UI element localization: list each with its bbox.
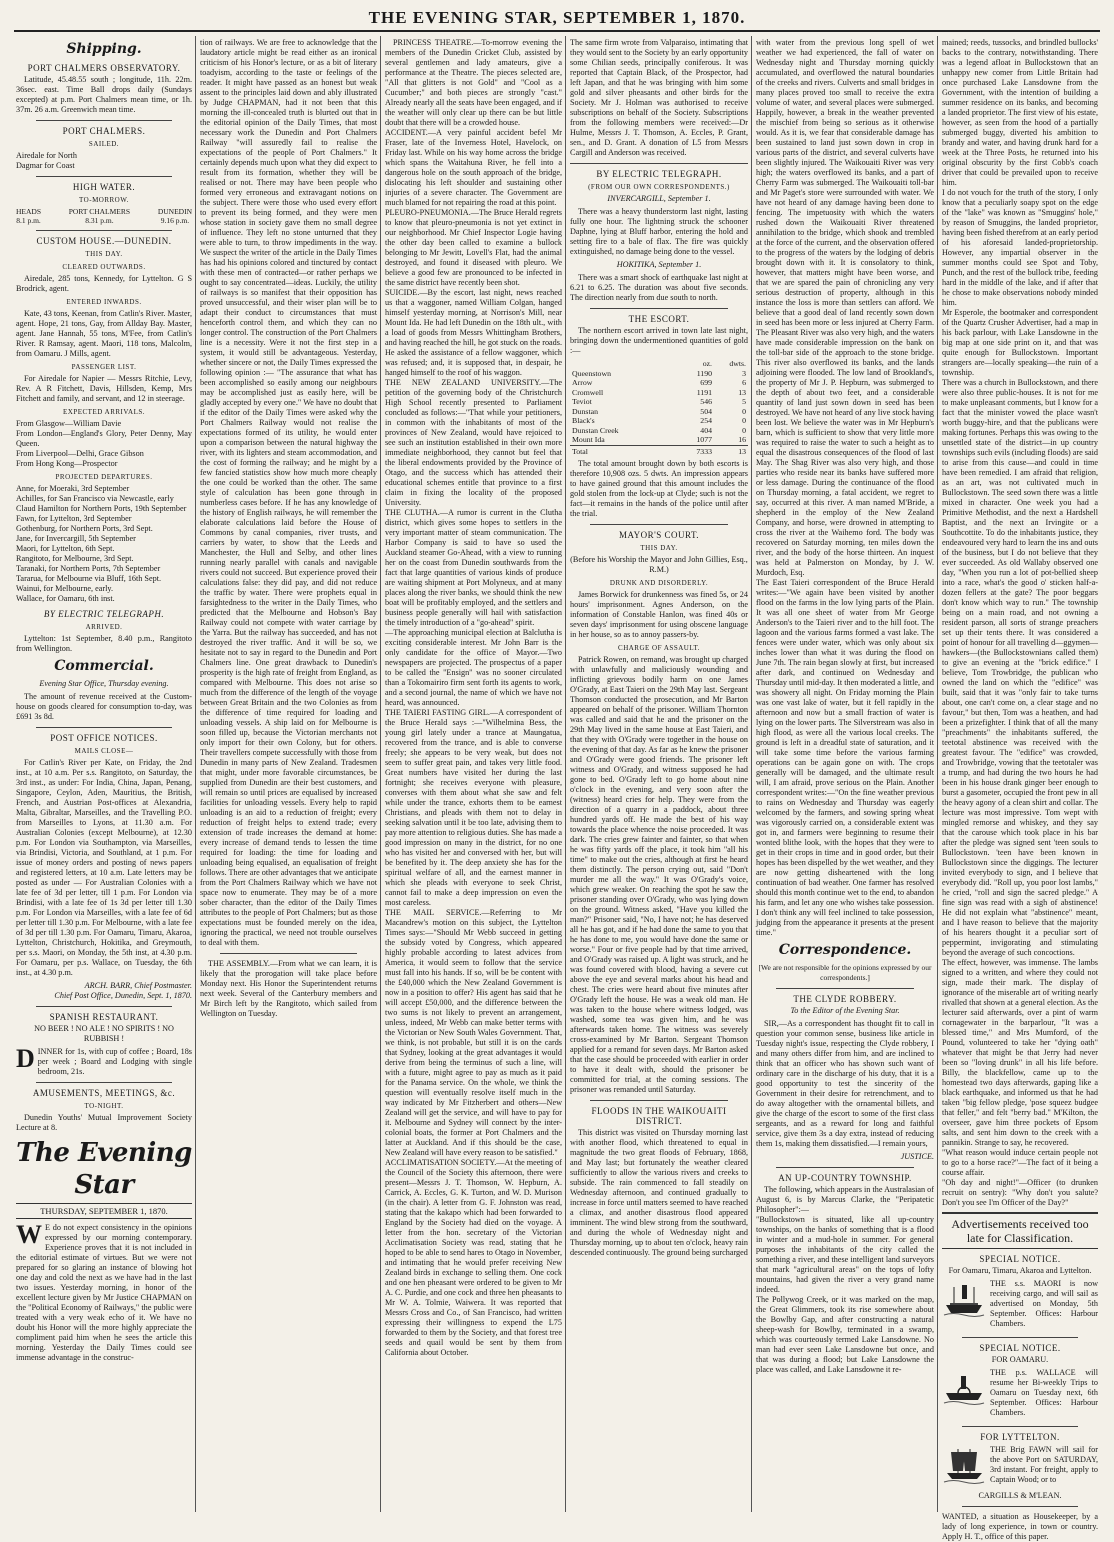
divider [36, 727, 172, 728]
entered-heading: ENTERED INWARDS. [66, 298, 142, 306]
gold-place: Cromwell [572, 387, 604, 397]
customs-heading: CUSTOM HOUSE.—DUNEDIN. [36, 236, 172, 246]
special-notice-heading: SPECIAL NOTICE. [979, 1254, 1061, 1264]
leader-text [16, 1220, 192, 1363]
restaurant-body: INNER for 1s, with cup of coffee ; Board, 18s per week ; Board and Lodging with single bedroom, 21s. [37, 1047, 192, 1076]
gold-place: Total [570, 445, 680, 456]
notice-text: THE p.s. WALLACE will resume her Bi-weekly Trips to Oamaru on Tuesday next, 6th September. Offices: Harbour Chambers. [990, 1368, 1098, 1417]
gold-row [570, 426, 748, 436]
tide-dunedin: DUNEDIN 9.16 p.m. [157, 207, 192, 225]
drunk-heading: DRUNK AND DISORDERLY. [609, 579, 709, 587]
tonight-label: TO-NIGHT. [84, 1102, 124, 1110]
divider [590, 308, 728, 309]
telegraph-subheading: (FROM OUR OWN CORRESPONDENTS.) [588, 183, 730, 191]
township-continued: mained; reeds, tussocks, and brindled bullocks' backs to the contrary, notwithstanding. There was a legend afloat in Bullockstown that an unhappy new comer from Little Britain had once purchased Lake Lansdowne from the Government, with the intention of building a summer residence on its banks, and becoming a landed proprietor. The first view of his estate, however, as seen from the hood of a partially submerged buggy, diverted his ambition to brandy and water, and having drunk hard for a week at the Three Posts, he returned into his original obscurity by the first Cobb's coach driver that could be prevailed upon to receive him. I do not vouch for the truth of the story, I only know that a peculiarly soapy spot on the edge of the "lake" was known as "Smuggins' hole," by reason of Smuggins, the landed proprietor, having been fished therefrom at an early period of his aforesaid landed-proprietorship. However, any impartial observer in the summer months could see Spot and Toby, Punch, and the rest of the bullock tribe, feeding hard in the middle of the lake, and if after that he chose to make observations nobody minded him. Mr Esperole, the bootmaker and correspondent of the Quartz Crusher Advertiser, had a map in his back parlour, with Lake Lansdowne in the big map at one side print on it, and that was quite enough for Bullockstown. Important strangers are—locally speaking—the ruin of a township. There was a church in Bullockstown, and there were also three public-houses. It is not for me to make unpleasant comments, but I know for a fact that the minister vowed the place wasn't worth buggy-hire, and that the publicans were making fortunes. Perhaps this was owing to the unsettled state of the district—in up country townships such evils (including floods) are said to arise from this cause—and could in time have been remedied. I am afraid that religion, as an art, was not cultivated much in Bullockstown. The seed sown there was a little mixed in character. One week you had a Primitive Methodist, and the next a Hardshell Baptist, and the next an Irvingite or a Southcottite. To do the inhabitants justice, they endeavoured very hard to learn the ins and outs of the business, but I do not believe that they ever succeeded. As old Wallaby observed one day, "When you run a lot of pot-bellied sheep into a race, what's the good o' sticken half-a-dozen fellers at the gate? The poor beggars don't know which way to run." The township being on a main road, and not owning a resident parson, all sorts of strange preachers set up their tents there. It was considered a point of honour for all travelling d—ggymen—hawkers—(the Bullockstownians called them) to give an evening at the "brick edifice." I believe, Tom Trowbridge, the publican who owned the land on which the "edifice" was built, said that it was "only fair to take turns about, one can't come on, a clear stage and no favour," but then, Tom was a heathen, and had been a prizefighter. I think that of all the many "preachments" the inhabitants suffered, the teetotal abstinence was received with the greatest favour. The "edifice" was crowded, and Trowbridge, vowing that the teetotaler was a trump, and had during the two hours he had been in his house drank ginger beer enough to burst a gasometer, occupied the front pew in all the heavy agony of a clean shirt and collar. The lecture was most impressive. Tom wept with mingled remorse and whiskey, and they say that the carouse which took place in his bar after the pledge was signed sent 'teen souls to Bullockstown. 'teen have been known in Bullockstown since the diggings. The lecturer invited everybody to sign, and I believe that everybody did. "Roll up, you poor lost lambs," he cried, "roll and sign the sacred pledge." A fine sign was read with a sigh of abstinence! He did not explain what "abstinence" meant, and I have reason to believe that the majority of his hearers thought it a peculiar sort of peppermint, invigorating and stimulating beyond the average of such concoctions. The effect, however, was immense. The lambs signed to a written, and where they could not sign, made their mark. The display of ignorance of the miserable art of writing nearly rivalled that shown at a general election. As the lecturer said afterwards, over a pint of warm cornagewater in the barparlour, "It was a blessed time," and Mrs Mumford, of the Pound, volunteered to take her "dying oath" whatever that might be that Jerry had never been so "loving drunk" in all his life before. Billy, the blackfellow, came up to the homestead two days afterwards, gaping like a black earthquake, and informed us that he had taken "big fellow pledge, 'pose squeez budgee that feller," and felt "berry bad." M'Kilton, the overseer, gave him three pockets of Epsom salts, and sent him down to the creek with a pannikin. Strange to say, he recovered. "What reason would induce certain people not to go to a horse race?"—The fact of it being a course affair. "Oh day and night!"—Officer (to drunken recruit on sentry): "Why don't you salute? Don't you see I'm Officer of the Day?" [942, 38, 1098, 1207]
this-day-label: THIS DAY. [85, 250, 123, 258]
gold-place: Dunstan [572, 406, 598, 416]
tide-port-chalmers: PORT CHALMERS 8.31 p.m. [68, 207, 131, 225]
tide-table [16, 207, 192, 225]
high-water-heading: HIGH WATER. [72, 182, 136, 192]
column-6 [942, 38, 1098, 1541]
amusements-text: Dunedin Youths' Mutual Improvement Society Lecture at 8. [16, 1113, 192, 1132]
invercargill-text: There was a heavy thunderstorm last night, lasting fully one hour. The lightning struck the schooner Daphne, lying at Bluff harbor, entering the hold and setting fire to a bale of flax. The fire was quickly extinguished, no damage being done to the vessel. [570, 207, 748, 256]
amusements-heading: AMUSEMENTS, MEETINGS, &c. [32, 1088, 176, 1098]
section-heading-shipping: Shipping. [66, 41, 142, 57]
divider [776, 988, 914, 989]
entered-text: Kate, 43 tons, Keenan, from Catlin's River. Master, agent. Hope, 21 tons, Gay, from Allday Bay. Master, agent. Jane Hannah, 55 tons, M'Fee, from Catlin's River. R Ramsay, agent. Maori, 118 tons, Malcolm, from Oamaru. J Mills, agent. [16, 309, 192, 358]
gold-total-row [570, 445, 748, 456]
port-heading: PORT CHALMERS. [62, 126, 146, 136]
observatory-text: Latitude, 45.48.55 south ; longitude, 11h. 22m. 36sec. east. Time Ball drops daily (Sundays excepted) at p.m. Port Chalmers mean time, or 1h. 37m. 26 a.m. Greenwich mean time. [16, 75, 192, 114]
gold-amount: 0 [742, 425, 746, 435]
gold-amount: 546 [700, 397, 712, 406]
gold-place: Dunstan Creek [572, 425, 619, 435]
tide-heads: HEADS 8.1 p.m. [16, 207, 42, 225]
passenger-heading: PASSENGER LIST. [71, 363, 137, 371]
escort-intro: The northern escort arrived in town late last night, bringing down the undermentioned quantities of gold :— [570, 326, 748, 355]
divider [776, 1167, 914, 1168]
gold-amount: 1077 [696, 435, 712, 444]
drunk-text: James Borwick for drunkenness was fined 5s, or 24 hours' imprisonment. Agnes Anderson, on the information of Constable Hanlon, was fined 40s or seven days' imprisonment for using obscene language in her house, so as to annoy passers-by. [570, 590, 748, 639]
telegraph-heading: BY ELECTRIC TELEGRAPH. [43, 609, 165, 619]
section-heading-correspondence: Correspondence. [778, 942, 912, 958]
divider [590, 1100, 728, 1101]
page-header: THE EVENING STAR, SEPTEMBER 1, 1870. [14, 6, 1100, 32]
clyde-robbery-heading: THE CLYDE ROBBERY. [793, 994, 897, 1004]
column-rule [937, 36, 938, 1512]
gold-row [570, 388, 748, 398]
shipping-ad-wallace [942, 1368, 1098, 1421]
column-rule [751, 36, 752, 1512]
section-heading-commercial: Commercial. [54, 658, 154, 674]
expected-text: From Glasgow—William Davie From London—England's Glory, Peter Denny, May Queen. From Liverpool—Delhi, Grace Gibson From Hong Kong—Prospector [16, 419, 192, 468]
projected-text: Anne, for Moeraki, 3rd September Achilles, for San Francisco via Newcastle, early Claud Hamilton for Northern Ports, 19th September Fawn, for Lyttelton, 3rd September Gothenburg, for Northern Ports, 3rd Sept. Jane, for Invercargill, 5th September Maori, for Lyttelton, 6th Sept. Rangitoto, for Melbourne, 3rd Sept. Taranaki, for Northern Ports, 7th September Tararua, for Melbourne via Bluff, 16th Sept. Wainui, for Melbourne, early. Wallace, for Oamaru, 6th inst. [16, 484, 187, 603]
expected-heading: EXPECTED ARRIVALS. [63, 408, 145, 416]
gold-row [570, 416, 748, 426]
notice-route: For Oamaru, Timaru, Akaroa and Lyttelton. [948, 1266, 1092, 1275]
gold-unit-label: dwts. [729, 359, 746, 368]
commercial-dateline: Evening Star Office, Thursday evening. [39, 679, 169, 688]
column-3 [385, 38, 562, 1510]
notice-text: THE s.s. MAORI is now receiving cargo, and will sail as advertised on Monday, 5th September. Offices: Harbour Chambers. [990, 1279, 1098, 1328]
gold-row [570, 435, 748, 445]
cleared-heading: CLEARED OUTWARDS. [62, 263, 146, 271]
divider [36, 230, 172, 231]
gold-place: Queenstown [572, 368, 611, 378]
gold-row [570, 378, 748, 388]
restaurant-text [16, 1044, 192, 1077]
late-advertisements-heading: Advertisements received too late for Classification. [942, 1212, 1098, 1249]
floods-continued: with water from the previous long spell of wet weather we had experienced, the fall of water on Wednesday night and Thursday morning quickly accumulated, and overflowed the natural boundaries of the creeks and rivers. Culverts and small bridges in many places proved too small to receive the extra volume of water, and several places were submerged. Happily, however, a break in the weather prevented the mischief from being so serious as it otherwise would. As it is, we fear that considerable damage has been sustained to land just sown down in crop in various parts of the district, and several culverts have been slightly injured. The Waikouaiti River was very high; the waters overflowed its banks, and a part of Cherry Farm was submerged. The Waikouaiti toll-bar and Mr Paget's store were surrounded with water. We have not heard of any damage having been done to fencing. The impetuosity with which the waters rushed down the Waikouaiti River threatened annihilation to the bridge, which shook and trembled at the force of the current, and the observation offered to the progress of the waters by the lodging of debris brought down with it. It is consolatory to think, however, that matters might have been worse, and that we are spared the pain of chronicling any very serious destruction of property, although in this instance the loss is more than settlers can afford. We believe that a good deal of land recently sown down in seed has been more or less injured at Cherry Farm. The Pleasant River was also very high, and the waters have made considerable impression on the bank on the toll-bar side of the approach to the stone bridge. This river also overflowed its banks, and the lands adjoining were flooded. The low land of Brookland's, the property of Mr J. P. Hepburn, was submerged to the depth of about two feet, and a considerable quantity of land just sown down in seed has been destroyed. We have not heard of any live stock having been lost. We believe the water was in Mr Hepburn's barn, which is sufficient to show that very little more was required to raise the water to such a height as to equal the disastrous consequences of the flood of last May. The Shag River was also very high, and those parties who reside near its banks have suffered more or less damage. During the continuance of the flood on Thursday morning, a fatal accident, we regret to say, occurred at this river. A man named M'Bride, a shepherd in the employ of the New Zealand Company, and horse, were drowned in attempting to cross the river at the Waihemo ford. The body was recovered on Saturday morning, ten miles down the river, and the body of the horse thirteen. An inquest was held at Palmerston on Monday, by J. W. Murdoch, Esq. The East Taieri correspondent of the Bruce Herald writes:—"We again have been visited by another flood on the farms in the low lying parts of the Plain. It was all one sheet of water from Mr George Anderson's to the Taieri river and to the hill foot. The lagoon and the various farms formed a vast lake. The fences were under water, which was only about six inches lower than what it was during the flood on June 7th. The rain began slowly at first, but increased after dark, and continued on Wednesday and Thursday until mid-day. It then moderated a little, and was showery all night. On Friday morning the Plain was one vast lake of water, but it fell rapidly in the afternoon and now but a small fraction of water is lying on the lower parts. The Silverstream was also in high flood, as were all the various local creeks. The ground is left in a dreadful state of saturation, and it will take some time before the various farming operations can be again gone on with. The crops generally will be damaged, and the ultimate result will, I am afraid, prove serious on the Plain. Another correspondent writes:—"On the fine weather previous to rains on Wednesday and Thursday was eagerly welcomed by the farmers, and sowing spring wheat was vigorously carried on, a considerable extent was got in, and farmers were beginning to resume their wonted blithe look, with the hopes that they were to get in their crops in time and in good order, but their hopes has been dispelled by the wet weather, and they are now getting disheartened with the long continuation of bad weather. One farmer has resolved should this month continue wet to the end, to abandon his farm, and let any one who wishes take possession. I don't think any will feel inclined to take possession, judging from the appearance it presents at the present time." [756, 38, 934, 937]
divider [962, 1337, 1078, 1338]
sailed-heading: SAILED. [88, 140, 120, 148]
divider [962, 1506, 1078, 1507]
sailed-text: Airedale for North Dagmar for Coast [16, 151, 77, 170]
assault-text: Patrick Rowen, on remand, was brought up charged with unlawfully and maliciously wounding and inflicting grievous bodily harm on one James O'Grady, at East Taieri on the 29th May last. Sergeant Thomson conducted the prosecution, and Mr Barton appeared on behalf of the prisoner. William Thornton was called and said that he and the prisoner on the 29th May lived in the same house at East Taieri, and that they with O'Grady were together in the house on the evening of that day. As far as he knew the prisoner and O'Grady were good friends. The prisoner left witness and O'Grady, and witness supposed he had gone to bed. O'Grady left to go home about nine o'clock in the evening, and very soon after the (witness) heard cries for help. They were from the direction of a quarry in a paddock, about three hundred yards off. He made the best of his way towards the place whence the noise proceeded. It was dark. The cries grew fainter and fainter, so that when he was fifty yards off the place, it took him "all his time" to make out the cries, although at first he heard them distinctly. The person crying out, said "Don't murder me all the way." It was O'Grady's voice, which grew weaker. On reaching the spot he saw the prisoner standing over O'Grady, who was lying down on the ground. Witness asked, "Have you killed the man?" Prisoner said, "No, I have not; he has deserved all he has got, and if he had done the same to you that he has done to me, you would have done the same or worse." Four or five people had by that time arrived, and O'Grady was raised up. A light was struck, and he was found covered with blood, having a severe cut above the eye and several marks about his head and chest. The cries were heard about five minutes after O'Grady left the house. He was a weak old man. He was taken to the house where witness lodged, was washed, some tea was given him, and he was afterwards taken home. The witness was severely cross-examined by Mr Barton. Sergeant Thomson applied for a remand for seven days. Mr Barton asked that the case should be proceeded with earlier in order to have it dealt with, should the prisoner be committed for trial, at the coming sessions. The prisoner was remanded until Saturday. [570, 655, 748, 1094]
gold-amount: 0 [742, 406, 746, 416]
court-bench: (Before his Worship the Mayor and John Gillies, Esq., R.M.) [570, 555, 748, 574]
gold-amount: 6 [742, 378, 746, 387]
gold-amount: 13 [738, 387, 746, 397]
observatory-heading: PORT CHALMERS OBSERVATORY. [27, 63, 181, 73]
divider [36, 120, 172, 121]
assembly-paragraph: THE ASSEMBLY.—From what we can learn, it is likely that the prorogation will take place before Monday next. His Honor the Superintendent returns next week. Several of the Canterbury members and Mr Birch left by the Rangitoto, which sailed from Wellington on Tuesday. [200, 959, 377, 1018]
gold-amount: 13 [714, 445, 748, 456]
commercial-text: The amount of revenue received at the Custom-house on goods cleared for consumption to-day, was £691 3s 8d. [16, 692, 192, 721]
paper-dateline: THURSDAY, SEPTEMBER 1, 1870. [16, 1203, 192, 1219]
letter-addressee: To the Editor of the Evening Star. [790, 1006, 900, 1015]
clyde-letter-text: SIR,—As a correspondent has thought fit to call in question your common sense, business like article in Tuesday night's issue, respecting the Clyde robbery, I and many others differ from him, and are inclined to think that an officer who has shown such want of ordinary care in the discharge of his duty, that it is a good opportunity to test the sincerity of the Government in their desire for retrenchment, and to do away altogether with the ornamental billets, and give the charge of the escort to some of the first class sergeants, and as a reward for long and faithful service, give them 3s a day extra, instead of reducing them 1s, making them dissatisfied.—I remain yours, [756, 1019, 934, 1148]
divider [220, 953, 357, 954]
gold-amount: 16 [738, 435, 746, 444]
arrived-heading: ARRIVED. [85, 623, 123, 631]
restaurant-subheading: NO BEER ! NO ALE ! NO SPIRITS ! NO RUBBISH ! [34, 1024, 174, 1043]
this-day-label: THIS DAY. [640, 544, 678, 552]
gold-place: Arrow [572, 378, 593, 387]
column-4 [570, 38, 748, 1510]
divider [36, 1006, 172, 1007]
column-5 [756, 38, 934, 1510]
correspondence-disclaimer: [We are not responsible for the opinions expressed by our correspondents.] [758, 963, 932, 982]
township-text: The following, which appears in the Australasian of August 6, is by Marcus Clarke, the "Peripatetic Philosopher":— "Bullockstown is situated, like all up-country townships, on the banks of something that is a flood in winter and a mud-hole in summer. For general purposes the inhabitants of the city called the something a river, and these intelligent land surveyors that mark "agricultural areas" on the tops of lofty mountains, had given the river a very grand name indeed. The Pollywog Creek, or it was marked on the map, the Great Glimmers, took its rise somewhere about the Bowlby Gap, and after constructing a natural sheep-wash for Bowlby, terminated in a swamp, which was courteously termed Lake Lansdowne. No man had ever seen Lake Lansdowne but once, and that was during a flood; but Lake Lansdowne the place was called, and Lake Lansdowne it re- [756, 1185, 934, 1374]
gold-table-body [570, 359, 748, 456]
divider [36, 176, 172, 177]
passenger-text: For Airedale for Napier — Messrs Ritchie, Levy, Rev. A R Fitchett, Davis, Hillsden, Kemp, Mrs Fitchett and family, and servant, and 12 in steerage. [16, 374, 192, 403]
hokitika-text: There was a smart shock of earthquake last night at 6.21 to 6.25. The duration was about five seconds. The direction nearly from due south to north. [570, 273, 748, 302]
projected-heading: PROJECTED DEPARTURES. [55, 473, 153, 481]
column-rule [380, 36, 381, 1512]
floods-heading: FLOODS IN THE WAIKOUAITI DISTRICT. [591, 1106, 727, 1126]
shipping-ad-fawn [942, 1445, 1098, 1488]
restaurant-heading: SPANISH RESTAURANT. [49, 1012, 159, 1022]
gold-amount: 699 [700, 378, 712, 387]
gold-amount: 404 [700, 425, 712, 435]
gold-escort-table [570, 359, 748, 456]
notice-text: THE Brig FAWN will sail for the above Port on SATURDAY, 3rd instant. For freight, apply to Captain Wood; or to [990, 1445, 1098, 1484]
dropcap-d: D [16, 1044, 35, 1073]
column-2 [200, 38, 377, 1510]
gold-amount: 5 [742, 397, 746, 406]
local-news-paragraphs: PRINCESS THEATRE.—To-morrow evening the members of the Dunedin Cricket Club, assisted by several gentlemen and lady amateurs, give a performance at the Theatre. The pieces selected are, "All that glitters is not Gold" and "Cool as a Cucumber;" and both pieces are strongly "cast." Already nearly all the seats have been engaged, and if the weather will only clear up there can be but little doubt that there will be a crowded house. ACCIDENT.—A very painful accident befel Mr Fraser, late of the Inverness Hotel, Havelock, on Friday last. While on his way home across the bridge which spans the Waitahuna River, he fell into a dangerous hole on the south approach of the bridge, dislocating his left shoulder and sustaining other injuries of a severe character. The Government are much blamed for not repairing the road at this point. PLEURO-PNEUMONIA.—The Bruce Herald regrets to know that pleuro-pneumonia is not yet extinct in our neighborhood. Mr Chief Inspector Logie having the other day been called to examine a bullock belonging to Mr Jewitt, Lovell's Flat, had the animal destroyed, and found it diseased with pleuro. We believe a good few are pronounced to be infected in the same district have recently been shot. SUICIDE.—By the escort, last night, news reached us that a waggoner, named William Colgan, hanged himself yesterday morning, at Norrison's Mill, near Mount Ida. He had left Dunedin on the 18th ult., with a load of goods from Messrs Whittingham Brothers, and having reached the hill, he got stuck on the roads. He asked the assistance of a fellow waggoner, which was refused; and, it is supposed that, in despair, he hanged himself to the roof of his waggon. THE NEW ZEALAND UNIVERSITY.—The petition of the governing body of the Christchurch High School recently presented to Parliament concluded as follows:—"That while your petitioners, in common with the inhabitants of most of the provinces of New Zealand, would have rejoiced to see such an institution established in their own more immediate neighborhood, they cannot but feel that the liberal endowments provided by the Province of Otago, and the success which has attended their educational schemes entitle that province to a first claim in fixing the locality of the proposed University. THE CLUTHA.—A rumor is current in the Clutha district, which gives some hopes to settlers in the very important matter of steam communication. The Harbor Company is said to have so used the Auckland steamer Go-Ahead, with a view to running her on the coast from Dunedin southwards from the fact that large quantities of various kinds of produce are waiting shipment at Port Molyneux, and at many places along the river banks, we should think the new boat will be profitably employed, and the settlers and business people generally will hail with satisfaction the timely introduction of a "go-ahead" spirit. —The approaching municipal election at Balclutha is exciting considerable interest. Mr John Barr is the only candidate for the office of Mayor.—Two newspapers are projected. The prospectus of a paper to be called the "Ensign" was no sooner circulated than a Tokomairiro firm sent forth its agents to work, and a second journal, the name of which we have not heard, was announced. THE TAIERI FASTING GIRL.—A correspondent of the Bruce Herald says :—"Wilhelmina Bess, the young girl lately under a trance at Maungatua, recovered from the trance, and is able to converse freely; she appears to be very weak, but does not seem to suffer great pain, and takes very little food. Great numbers have visited her during the last fortnight; she receives everyone with pleasure, converses with them about what she saw and felt while under the trance, exhorts them to be earnest Christians, and pleads with them not to delay in seeking salvation until it be too late, advising them to pay more attention to religious duties. She has made a good impression on many in the district, for no one who has visited her and conversed with her, but will be benefited by it. The deep anxiety she has for the spiritual welfare of all, and the earnest manner in which she pleads with everyone to seek Christ, cannot fail to make a deep impression on even the most careless. THE MAIL SERVICE.—Referring to Mr Macandrew's motion on this subject, the Lyttelton Times says:—"Should Mr Webb succeed in getting the subsidy voted by Congress, which appeared highly probable according to latest advices from America, it would seem to follow that the service must fall into his hands. If so, will be be content with the £40,000 which the New Zealand Government is now in a position to offer? His agent has said that he will accept £50,000, and the difference between the two sums is not likely to prevent an arrangement, unless, indeed, Mr Webb can make better terms with the Victorian or New South Wales Government. That, we think, is not probable, but still it is on the cards that Sydney, looking at the great advantages it would derive from being the terminus of such a line, will with a future, might agree to pay as much as it paid for the Panama service. On the whole, we think the question will eventually resolve itself much in the way indicated by Mr Fitzherbert and others—New Zealand will get the service, and will have to pay for it. Melbourne and Sydney will connect by the inter-colonial boats, the former at Port Chalmers and the latter at Auckland. And if this should be the case, New Zealand will have every reason to be satisfied." ACCLIMATISATION SOCIETY.—At the meeting of the Council of the Society this afternoon, there were present—Messrs J. T. Thomson, W. Hepburn, A. Carrick, A. Eccles, G. K. Turton, and W. D. Murison (in the chair). A letter from G. F. Johnston was read, stating that the kakapo which had been forwarded to England by the Society had died on the voyage. A letter from the hon. secretary of the Victorian Acclimatisation Society was read, stating that he hoped to be able to send hares to Otago in November, and intimating that he would prefer receiving New Zealand birds in exchange to selling them. One cock and one hen pheasant were ordered to be given to Mr A. C. Purdie, and one cock and three hen pheasants to Mr W. A. Tolmie, Waiwera. It was reported that Messrs Cross and Co., of San Francisco, had written expressing their willingness to expend the L75 forwarded to them by the Society, and that forest tree seeds and quail would be sent by them from California about October. [385, 38, 563, 1357]
gold-place: Teviot [572, 397, 592, 406]
gold-amount: 0 [742, 416, 746, 425]
paddle-steamer-icon [942, 1368, 986, 1408]
gold-row [570, 369, 748, 379]
gold-amount: 254 [700, 416, 712, 425]
gold-amount: 504 [700, 406, 712, 416]
notice-route: FOR OAMARU. [991, 1355, 1049, 1364]
gold-place: Black's [572, 416, 595, 425]
electric-telegraph-heading: BY ELECTRIC TELEGRAPH. [596, 169, 722, 179]
sailing-brig-icon [942, 1445, 986, 1485]
lyttelton-heading: FOR LYTTELTON. [980, 1432, 1060, 1442]
steamship-icon [942, 1279, 986, 1319]
column-rule [195, 36, 196, 1512]
leader-body: E do not expect consistency in the opinions expressed by our morning contemporary. Experience proves that it is not included in the editorial estimate of virtues. But we were not prepared for so glaring an instance of blowing hot one day and cold the next as we have had in the last two issues. Yesterday morning, in honor of the excellent lecture given by Mr Justice CHAPMAN on the "Political Economy of Railways," the public were treated with a very weak echo of it. We have no doubt his Honor will the more highly appreciate the compliment paid him when he sees the article this morning. Yesterday the Daily Times could see immense advantage in the construc- [16, 1223, 192, 1362]
gold-amount: 3 [742, 368, 746, 378]
column-rule [565, 36, 566, 1512]
divider [36, 1082, 172, 1083]
gold-row [570, 407, 748, 417]
letter-signature: JUSTICE. [900, 1152, 934, 1161]
tomorrow-label: TO-MORROW. [79, 196, 129, 204]
dropcap-w: W [16, 1220, 42, 1249]
mails-heading: MAILS CLOSE— [74, 747, 134, 755]
column-1 [16, 38, 192, 1510]
leader-continued: tion of railways. We are free to acknowledge that the laudatory article might be read either as an ironical criticism of his Honor's lecture, or as a bit of literary toadyism, according to the taste or feelings of the reader. It might have passed as an honest but weak assent to the principles laid down and ably illustrated by Judge CHAPMAN, had it not been that this morning the ill-concealed truth is blurted out that in the editorial opinion of the Daily Times, that most necessary work the Dunedin and Port Chalmers Railway "will assuredly fail to realise the expectations of the people of Port Chalmers." It certainly depends much upon what they did expect to result from its formation, whether they will be realised or not. There may have been people who formed very erroneous and extravagant notions on the subject. There were those who used every effort to prevent its being formed, and they were men whose station in society gave them no small degree of influence. They left no stone unturned that they were able to turn, to throw impediments in the way. We suspect the writer of the article in the Daily Times has had his opinions colored and tinctured by contact with these men of contracted—or rather perhaps we ought to say concentrated—ideas. Luckily, the utility of railways is so manifest that their opposition has proved unsuccessful, and their wiser plan will be to adapt their conduct to circumstances that must henceforth control them, and which they can no longer control. The construction of the Port Chalmers line is a necessity. Were it not the first step in a system, it would still be advantageous. Yesterday, whether sincere or not, the Daily Times expressed the following opinion :— "The assurance that what has been accomplished so easily among our neighbours may be accomplished just as easily here, will be gladly accepted by every one." We have no doubt that if the editor of the Daily Times were asked why the Port Chalmers Railway would not realise the expectations formed of its utility, he would enter upon a comparison between the natural highway the river, with its lighters and steam accommodation, and the cost of forming the railway; and he might by a few fancied statistics show how much more cheaply the one could be worked than the other. The same style of calculation has been gone through in numberless cases before. If he has any knowledge of the history of English railways, he will remember the elaborate calculations laid before the House of Commons by canal companies, river trusts, and carriers by water, to show that the Leeds and Manchester, the Hull and Selby, and other lines running nearly parallel with canals and navigable rivers could not succeed. But experience proved their calculations false: they did pay, and did not reduce the traffic by water. There were prophets equal in farsightedness to the writer in the Daily Times, who predicted that the Melbourne and Hobson's Bay Railway could not compete with water carriage by the Yarra. But the railway has succeeded, and has not destroyed the river traffic. And it will be so, we hesitate not to say in regard to the Dunedin and Port Chalmers line. One great drawback to Dunedin's prosperity is the high rate of freight from England, as compared with Melbourne. This does not arise so much from the difference of the length of the voyage between Great Britain and the two Colonies as from the difference of time required for loading and unloading vessels. A ship laid on for Melbourne is soon filled up, because the Victorian merchants not only import for their own Colony, but for others. Their travellers compete successfully with those from Dunedin in many parts of New Zealand. Tradesmen that might, under more favorable circumstances, be supplied from Dunedin are their best customers, and will remain so until prices are equalised by increased facilities for unloading vessels. Every help to rapid unloading is an aid to a reduction of freight; every reduction of freight helps to extend trade; every extension of trade increases the demand at home: every increase of demand tends to lessen the time required for loading: the time for loading and unloading being equalised, an equalisation of freight follows. There are other advantages that we anticipate from the Port Chalmers Railway which we have not space now to enumerate. They may be of a more sober character, than the editor of the Daily Times attributes to the people of Port Chalmers; but as those expectations must be founded merely on the idea, ignoring the practical, we need not trouble ourselves to deal with them. [200, 38, 377, 947]
gold-amount: 1190 [696, 368, 712, 378]
postmaster-signature: ARCH. BARR, Chief Postmaster. Chief Post Office, Dunedin, Sept. 1, 1870. [54, 981, 192, 1000]
gold-unit-label: oz. [702, 359, 712, 368]
arrived-text: Lyttelton: 1st September, 8.40 p.m., Rangitoto from Wellington. [16, 634, 192, 653]
cleared-text: Airedale, 285 tons, Kennedy, for Lyttelton. G S Brodrick, agent. [16, 274, 192, 293]
agent-signature: CARGILLS & M'LEAN. [978, 1491, 1062, 1500]
gold-amount: 1191 [696, 387, 712, 397]
wanted-advertisement: WANTED, a situation as Housekeeper, by a lady of long experience, in town or country. Apply H. T., office of this paper. [942, 1512, 1098, 1541]
gold-table-header [570, 359, 748, 369]
post-office-heading: POST OFFICE NOTICES. [50, 733, 158, 743]
escort-heading: THE ESCORT. [628, 314, 690, 324]
escort-text: The total amount brought down by both escorts is therefore 10,908 ozs. 5 dwts. An impression appears to have gained ground that this amount includes the gold stolen from the lock-up at Clyde; such is not the fact—it remains in the hands of the police until after the trial. [570, 459, 748, 518]
divider [570, 163, 748, 164]
divider [590, 524, 728, 525]
gold-amount: 7333 [680, 445, 714, 456]
shipping-ad-maori [942, 1279, 1098, 1332]
special-notice-heading: SPECIAL NOTICE. [979, 1343, 1061, 1353]
gold-row [570, 397, 748, 407]
mails-text: For Catlin's River per Kate, on Friday, the 2nd inst., at 10 a.m. Per s.s. Rangitoto, on Saturday, the 3rd inst., as under: For India, China, Japan, Penang, Singapore, Ceylon, Aden, Mauritius, the British, French, and Austrian Post-offices at Alexandria, Malta, Gibraltar, Marseilles, and the Travelling P.O. from Marseilles to Lyons, at 11.30 a.m. For Australian Colonies (except Melbourne), at 12.30 p.m. For London via Southampton, via Marseilles, via Brindisi, Victoria, and Southland, at 1 p.m. For issue of money orders and posting of news papers and registered letters, at 10 a.m. Late letters may be posted as under — For Australian Colonies with a late fee of 3d per letter, till 1 p.m. For London via Brindisi, with a late fee of 1s 3d per letter till 1.30 p.m. For London via Marseilles, with a late fee of 6d per letter till 1.30 p.m. For Melbourne, with a late fee of 3d per till 1.30 p.m. For Oamaru, Timaru, Akaroa, Lyttelton, Christchurch, Hokitika, and Greymouth, per s.s. Maori, on Monday, the 5th inst, at 4.30 p.m. For Oamaru, per p.s. Wallace, on Tuesday, the 6th inst., at 4.30 p.m. [16, 758, 192, 977]
floods-text: This district was visited on Thursday morning last with another flood, which threatened to equal in magnitude the two great floods of February, 1868, and May last; but fortunately the weather cleared sufficiently to allow the various rivers and creeks to subside. The rain commenced to fall steadily on Wednesday afternoon, and continued gradually to increase in force until matters seemed to have reached a climax, and another disastrous flood appeared imminent. The wind blew strong from the southward, and during the whole of Wednesday night and Thursday morning, up to about ten o'clock, heavy rain descended continuously. The ground being surcharged [570, 1128, 748, 1257]
divider [962, 1426, 1078, 1427]
invercargill-dateline: INVERCARGILL, September 1. [607, 194, 711, 203]
township-heading: AN UP-COUNTRY TOWNSHIP. [778, 1173, 912, 1183]
mayors-court-heading: MAYOR'S COURT. [618, 530, 700, 540]
assault-heading: CHARGE OF ASSAULT. [618, 644, 700, 652]
gold-place: Mount Ida [572, 435, 605, 444]
hokitika-dateline: HOKITIKA, September 1. [616, 260, 702, 269]
acclimatisation-continued: The same firm wrote from Valparaiso, intimating that they would sent to the Society by an early opportunity some Chilian seeds, principally coniferous. It was reported that Captain Black, of the Prospector, had left Japan, and that he was bringing with him some gold and silver pheasants and other birds for the Society. Mr J. Holman was authorised to receive subscriptions on behalf of the Society. Subscriptions from the following members were received:—Dr Hulme, Messrs J. T. Thomson, A. Eccles, P. Grant, sen., and D. Grant. A donation of L5 from Messrs Cargill and Anderson was received. [570, 38, 748, 157]
paper-title: The Evening Star [16, 1138, 192, 1200]
